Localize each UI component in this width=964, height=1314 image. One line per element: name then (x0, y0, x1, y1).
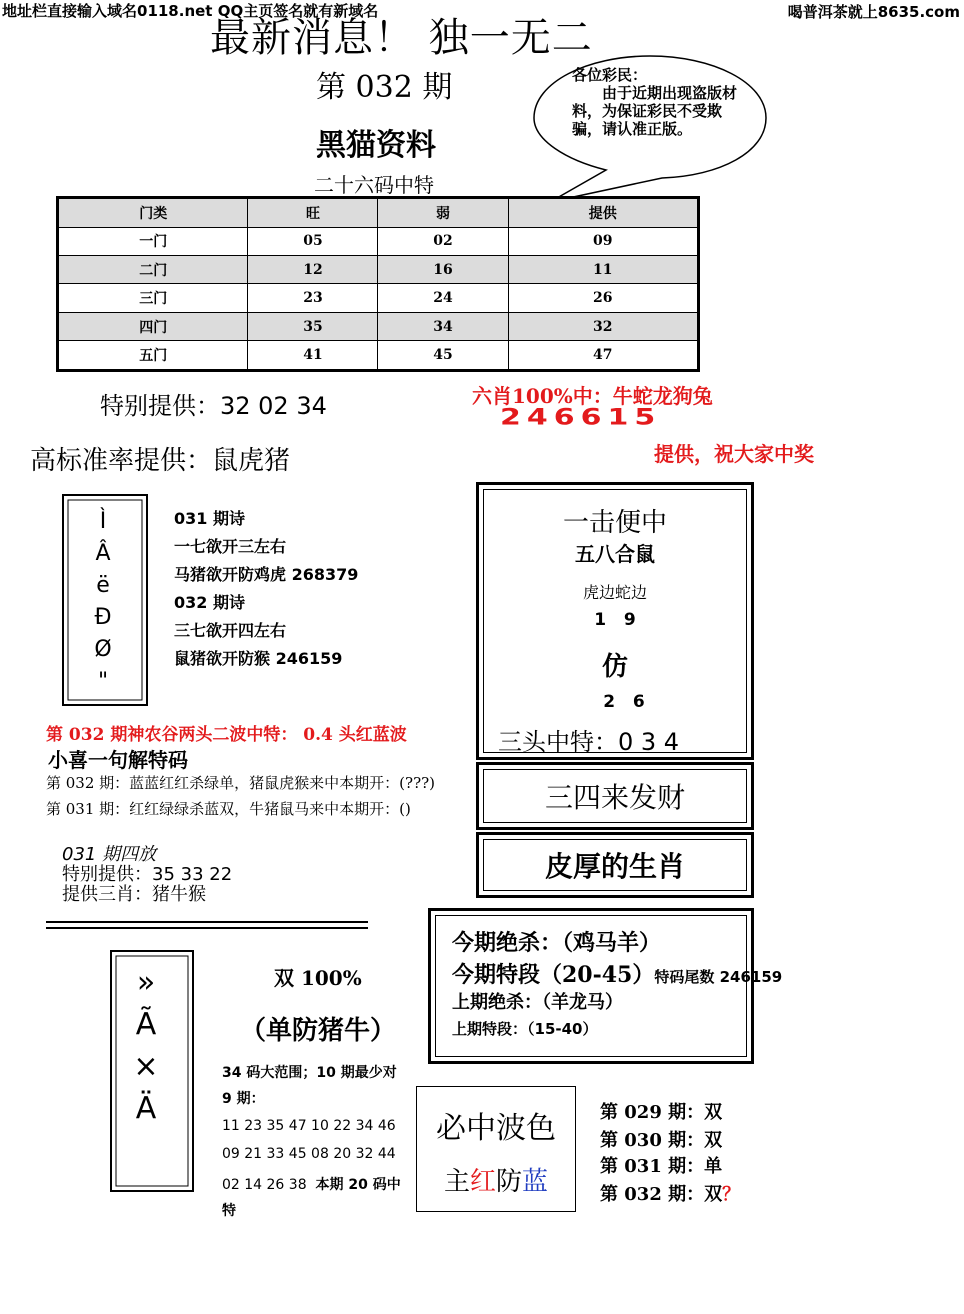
poem-line: 一七欲开三左右 (174, 537, 287, 556)
bubble-text (572, 66, 742, 154)
poem-line: 032 期诗 (174, 593, 245, 612)
table-cell: 47 (508, 341, 698, 371)
table-row (58, 312, 699, 340)
hit-box-inner (483, 489, 747, 756)
poem-line: 三七欲开四左右 (174, 621, 287, 640)
wave-color-box (416, 1086, 576, 1212)
wave-fang: 防 (496, 1167, 523, 1197)
xiaoxi-title: 小喜一句解特码 (48, 748, 188, 772)
table-cell: 05 (248, 227, 378, 255)
hit-fang: 仿 (601, 652, 628, 682)
table-header: 旺 (248, 198, 378, 228)
door-table (56, 196, 700, 372)
table-cell: 23 (248, 284, 378, 312)
glyph: » (136, 965, 156, 1000)
range-line: 34 码大范围；10 期最少对 (222, 1065, 397, 1081)
table-cell: 45 (378, 341, 508, 371)
table-row (58, 255, 699, 283)
six-zodiac-number: 246615 (500, 404, 662, 431)
table-cell: 四门 (58, 312, 248, 340)
table-row (58, 227, 699, 255)
top-left-banner: 地址栏直接输入域名0118.net QQ主页签名就有新域名 (2, 2, 379, 20)
top-right-banner: 喝普洱茶就上8635.com (787, 3, 960, 21)
prev-line-032: 第 032 期：蓝蓝红红杀绿单，猪鼠虎猴来中本期开：(???) (46, 774, 435, 792)
wave-blue: 蓝 (522, 1167, 549, 1197)
two-head-wave-line: 第 032 期神农谷两头二波中特： 0.4 头红蓝波 (46, 725, 407, 745)
glyph: Ð (94, 605, 112, 630)
kill-box-inner (435, 915, 783, 1057)
special-offer: 特别提供：32 02 34 (100, 392, 327, 420)
thick-skin-box (476, 832, 754, 898)
glyph: " (97, 669, 109, 694)
history-032-text: 第 032 期：双 (600, 1184, 723, 1205)
history-032 (600, 1180, 740, 1206)
table-cell: 三门 (58, 284, 248, 312)
history-031: 第 031 期：单 (600, 1156, 723, 1177)
three-four-box (476, 762, 754, 830)
headline: 最新消息！ 独一无二 (210, 15, 593, 61)
divider (46, 921, 368, 929)
table-cell: 41 (248, 341, 378, 371)
range-line: 特 (222, 1203, 236, 1219)
poem-line: 鼠猪欲开防猴 246159 (174, 649, 343, 668)
double-100: 双 100% (274, 966, 362, 990)
table-cell: 五门 (58, 341, 248, 371)
table-header: 弱 (378, 198, 508, 228)
kill-line3: 上期绝杀：（羊龙马） (452, 992, 623, 1013)
table-cell: 12 (248, 255, 378, 283)
table-cell: 24 (378, 284, 508, 312)
bubble-greeting: 各位彩民： (572, 66, 648, 84)
table-row (58, 341, 699, 371)
range-line: 09 21 33 45 08 20 32 44 (222, 1146, 396, 1162)
issue-number: 第 032 期 (316, 70, 453, 105)
glyph: Â (95, 541, 111, 566)
poem-line: 031 期诗 (174, 509, 245, 528)
table-cell: 16 (378, 255, 508, 283)
table-cell: 一门 (58, 227, 248, 255)
hit-nums1: 1 9 (594, 610, 636, 630)
question-mark: ？ (722, 1184, 741, 1205)
table-cell: 35 (248, 312, 378, 340)
glyph: Ø (94, 637, 112, 662)
open-three-zodiac: 提供三肖：猪牛猴 (62, 884, 206, 905)
open-title: 031 期四放 (62, 844, 157, 865)
history-029: 第 029 期：双 (600, 1102, 723, 1123)
kill-line2b: 特码尾数 246159 (654, 968, 783, 986)
table-cell: 02 (378, 227, 508, 255)
table-header: 门类 (58, 198, 248, 228)
single-guard: （单防猪牛） (240, 1016, 397, 1046)
range-numbers: 02 14 26 38 (222, 1177, 307, 1193)
range-line: 11 23 35 47 10 22 34 46 (222, 1118, 396, 1134)
table-cell: 32 (508, 312, 698, 340)
table-header: 提供 (508, 198, 698, 228)
poem-side-glyphs (88, 506, 118, 698)
kill-line1: 今期绝杀：（鸡马羊） (452, 930, 662, 956)
thick-skin-text: 皮厚的生肖 (483, 839, 747, 891)
high-rate-offer: 高标准率提供：鼠虎猪 (30, 446, 291, 476)
hit-line2: 五八合鼠 (575, 542, 655, 566)
six-zodiac-title: 六肖100%中：牛蛇龙狗兔 (472, 384, 713, 408)
wave-title: 必中波色 (436, 1111, 556, 1146)
open-special: 特别提供：35 33 22 (62, 864, 233, 885)
six-zodiac-sub: 提供，祝大家中奖 (654, 442, 814, 466)
brand-title: 黑猫资料 (316, 128, 436, 163)
range-line (222, 1174, 401, 1194)
table-header-row (58, 198, 699, 228)
hit-line3: 虎边蛇边 (582, 583, 647, 602)
glyph: Ì (99, 509, 107, 534)
hit-nums2: 2 6 (603, 692, 645, 712)
three-head-special: 三头中特：0 3 4 (498, 728, 680, 756)
wave-red: 红 (469, 1167, 496, 1197)
table-cell: 34 (378, 312, 508, 340)
bottom-glyphs (124, 962, 168, 1130)
history-030: 第 030 期：双 (600, 1130, 723, 1151)
table-cell: 二门 (58, 255, 248, 283)
hit-title: 一击便中 (562, 508, 667, 538)
kill-line2 (452, 958, 782, 989)
glyph: ë (96, 573, 110, 598)
table-cell: 09 (508, 227, 698, 255)
wave-main: 主 (443, 1167, 470, 1197)
three-four-text: 三四来发财 (483, 769, 747, 823)
bubble-message: 由于近期出现盗版材料，为保证彩民不受欺骗，请认准正版。 (572, 84, 738, 138)
prev-line-031: 第 031 期：红红绿绿杀蓝双，牛猪鼠马来中本期开：() (46, 800, 411, 818)
table-row (58, 284, 699, 312)
wave-sub (417, 1161, 575, 1198)
kill-line2a: 今期特段（20-45） (452, 962, 655, 988)
range-note: 本期 20 码中 (315, 1177, 401, 1193)
kill-box (428, 908, 783, 1064)
glyph: Ä (135, 1091, 157, 1126)
glyph: × (133, 1049, 159, 1084)
subtitle: 二十六码中特 (314, 173, 434, 197)
range-line: 9 期： (222, 1091, 265, 1107)
table-cell: 11 (508, 255, 698, 283)
poem-line: 马猪欲开防鸡虎 268379 (174, 565, 359, 584)
glyph: Ã (135, 1007, 157, 1042)
kill-line4: 上期特段：（15-40） (452, 1020, 598, 1038)
hit-box (476, 482, 754, 760)
table-cell: 26 (508, 284, 698, 312)
